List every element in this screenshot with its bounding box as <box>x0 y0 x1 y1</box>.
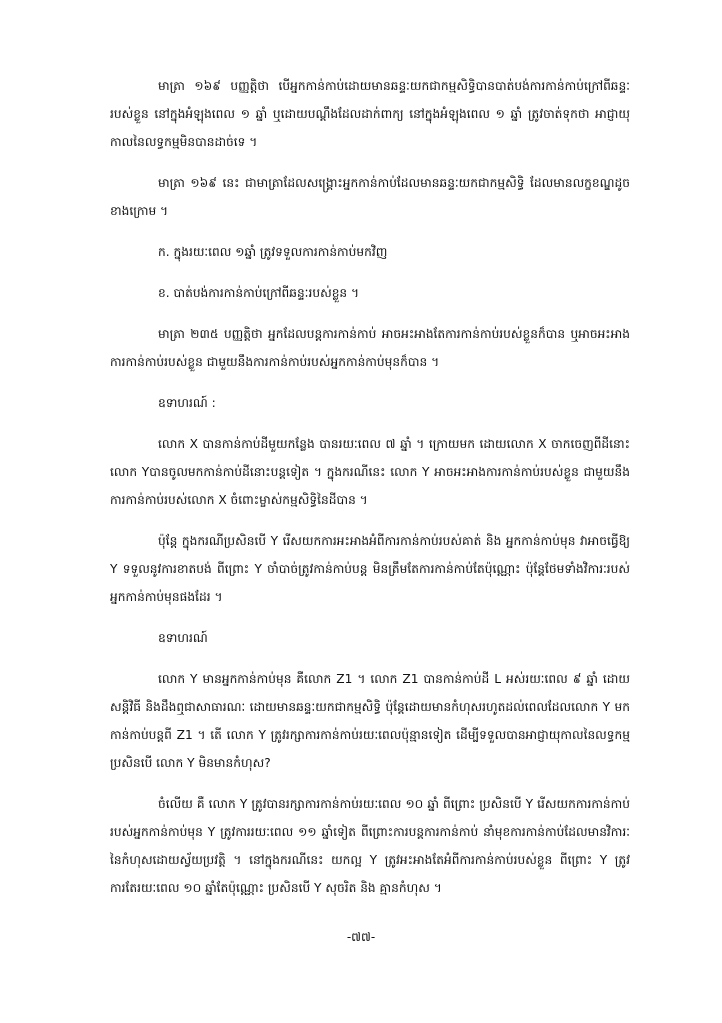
paragraph-article-169: មាត្រា ១៦៩ បញ្ញត្តិថា បើអ្នកកាន់កាប់ដោយមានឆន្ទៈយកជាកម្មសិទ្ធិបានបាត់បង់ការកាន់កាប់ក្រៅពីឆន្ទៈរបស់ខ្លួន នៅក្នុងអំឡុងពេល ១ ឆ្នាំ ឬដោយបណ្តឹងដែលដាក់ពាក្យ នៅក្នុងអំឡុងពេល ១ ឆ្នាំ ត្រូវចាត់ទុកថា អាជ្ញាយុកាលនៃលទ្ធកម្មមិនបានដាច់ទេ ។ <box>110 79 630 149</box>
example-paragraph-2: ប៉ុន្តែ ក្នុងករណីប្រសិនបើ Y រើសយកការអះអាងអំពីការកាន់កាប់របស់គាត់ និង អ្នកកាន់កាប់មុន វាអាចធ្វើឱ្យ Y ទទួលនូវការខាតបង់ ពីព្រោះ Y ចាំបាច់ត្រូវកាន់កាប់បន្ត មិនត្រឹមតែការកាន់កាប់តែប៉ុណ្ណោះ ប៉ុន្តែថែមទាំងវិការៈរបស់អ្នកកាន់កាប់មុនផងដែរ ។ <box>110 534 630 604</box>
example-paragraph-1: លោក X បានកាន់កាប់ដីមួយកន្លែង បានរយៈពេល ៧ ឆ្នាំ ។ ក្រោយមក ដោយលោក X ចាកចេញពីដីនោះ លោក Yបានចូលមកកាន់កាប់ដីនោះបន្តទៀត ។ ក្នុងករណីនេះ លោក Y អាចអះអាងការកាន់កាប់របស់ខ្លួន ជាមួយនឹងការកាន់កាប់របស់លោក X ចំពោះម្ចាស់កម្មសិទ្ធិនៃដីបាន ។ <box>110 437 630 507</box>
condition-item-a: ក. ក្នុងរយៈពេល ១ឆ្នាំ ត្រូវទទួលការកាន់កាប់មកវិញ <box>158 245 388 259</box>
paragraph-article-235: មាត្រា ២៣៥ បញ្ញត្តិថា អ្នកដែលបន្តការកាន់កាប់ អាចអះអាងតែការកាន់កាប់របស់ខ្លួនក៏បាន ឬអាចអះអាងការកាន់កាប់របស់ខ្លួន ជាមួយនឹងការកាន់កាប់របស់អ្នកកាន់កាប់មុនក៏បាន ។ <box>110 327 630 369</box>
example-question-paragraph: លោក Y មានអ្នកកាន់កាប់មុន គឺលោក Z1 ។ លោក Z1 បានកាន់កាប់ដី L អស់រយៈពេល ៩ ឆ្នាំ ដោយសន្តិវិធី និងដឹងឮជាសាធារណៈ ដោយមានឆន្ទៈយកជាកម្មសិទ្ធិ ប៉ុន្តែដោយមានកំហុសរហូតដល់ពេលដែលលោក Y មកកាន់កាប់បន្តពី Z1 ។ តើ លោក Y ត្រូវរក្សាការកាន់កាប់រយៈពេលប៉ុន្មានទៀត ដើម្បីទទួលបានអាជ្ញាយុកាលនៃលទ្ធកម្មប្រសិនបើ លោក Y មិនមានកំហុស? <box>110 672 630 770</box>
condition-item-b: ខ. បាត់បង់ការកាន់កាប់ក្រៅពីឆន្ទៈរបស់ខ្លួន ។ <box>158 286 360 300</box>
answer-paragraph: ចំលើយ គឺ លោក Y ត្រូវបានរក្សាការកាន់កាប់រយៈពេល ១០ ឆ្នាំ ពីព្រោះ ប្រសិនបើ Y រើសយកការកាន់កាប់របស់អ្នកកាន់កាប់មុន Y ត្រូវការរយៈពេល ១១ ឆ្នាំទៀត ពីព្រោះការបន្តការកាន់កាប់ នាំមុខការកាន់កាប់ដែលមានវិការៈនៃកំហុសដោយស្វ័យប្រវត្តិ ។ នៅក្នុងករណីនេះ យកល្អ Y ត្រូវអះអាងតែអំពីការកាន់កាប់របស់ខ្លួន ពីព្រោះ Y ត្រូវការតែរយៈពេល ១០ ឆ្នាំតែប៉ុណ្ណោះ ប្រសិនបើ Y សុចរិត និង គ្មានកំហុស ។ <box>110 797 630 895</box>
example-heading-2: ឧទាហរណ៍ <box>158 631 208 645</box>
paragraph-article-169-explanation: មាត្រា ១៦៩ នេះ ជាមាត្រាដែលសង្គ្រោះអ្នកកាន់កាប់ដែលមានឆន្ទៈយកជាកម្មសិទ្ធិ ដែលមានលក្ខខណ្ឌដូចខាងក្រោម ។ <box>110 176 630 218</box>
body-text <box>110 72 630 915</box>
page-number: -៧៧- <box>346 930 376 944</box>
example-heading-1: ឧទាហរណ៍ : <box>158 396 216 410</box>
